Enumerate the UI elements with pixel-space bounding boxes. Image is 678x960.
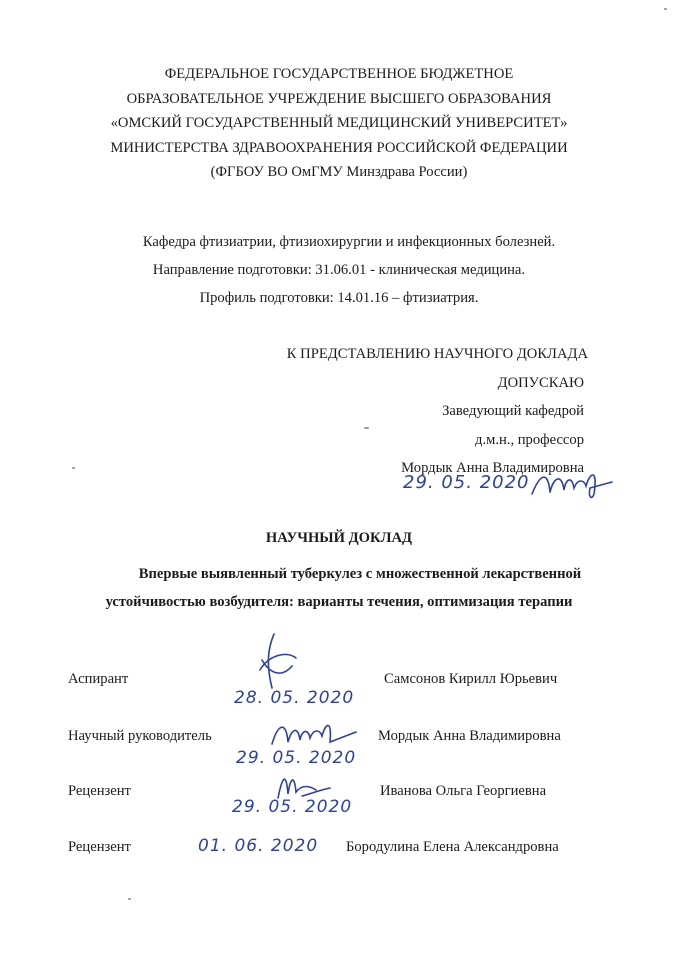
- signatory-name: Мордык Анна Владимировна: [378, 728, 561, 744]
- training-profile: Профиль подготовки: 14.01.16 – фтизиатрия.: [199, 290, 479, 306]
- header-line: (ФГБОУ ВО ОмГМУ Минздрава России): [210, 164, 468, 180]
- signatory-name: Бородулина Елена Александровна: [346, 839, 559, 855]
- signatory-handwritten-date: 29. 05. 2020: [236, 748, 357, 768]
- header-line: «ОМСКИЙ ГОСУДАРСТВЕННЫЙ МЕДИЦИНСКИЙ УНИВЕРСИТЕТ»: [110, 115, 568, 131]
- signatory-handwritten-date: 28. 05. 2020: [234, 688, 355, 708]
- subtitle-line: Впервые выявленный туберкулез с множественной лекарственной: [138, 566, 582, 582]
- approver-signature: [528, 464, 614, 504]
- approver-degree: д.м.н., профессор: [475, 431, 584, 448]
- signatory-name: Иванова Ольга Георгиевна: [380, 783, 547, 799]
- scan-speck: [128, 898, 131, 900]
- approval-heading: К ПРЕДСТАВЛЕНИЮ НАУЧНОГО ДОКЛАДА: [286, 346, 588, 362]
- signatory-handwritten-date: 01. 06. 2020: [198, 836, 319, 856]
- signatory-role: Рецензент: [68, 839, 131, 855]
- signatory-role: Рецензент: [68, 783, 131, 799]
- signatory-name: Самсонов Кирилл Юрьевич: [384, 671, 558, 687]
- department-name: Кафедра фтизиатрии, фтизиохирургии и инфекционных болезней.: [142, 234, 556, 250]
- scan-speck: [664, 8, 667, 10]
- scan-speck: [364, 427, 369, 429]
- scan-speck: [72, 467, 75, 469]
- header-line: ОБРАЗОВАТЕЛЬНОЕ УЧРЕЖДЕНИЕ ВЫСШЕГО ОБРАЗОВАНИЯ: [126, 90, 552, 107]
- department-block: [0, 228, 678, 312]
- signatory-role: Аспирант: [68, 671, 129, 687]
- header-line: МИНИСТЕРСТВА ЗДРАВООХРАНЕНИЯ РОССИЙСКОЙ ФЕДЕРАЦИИ: [110, 139, 568, 156]
- subtitle-line: устойчивостью возбудителя: варианты течения, оптимизация терапии: [105, 594, 573, 610]
- signatory-handwritten-date: 29. 05. 2020: [232, 797, 353, 817]
- approver-position: Заведующий кафедрой: [442, 403, 584, 419]
- institution-header: [0, 62, 678, 185]
- signatory-row: [68, 839, 608, 863]
- report-title: НАУЧНЫЙ ДОКЛАД: [265, 530, 413, 546]
- approval-admit: ДОПУСКАЮ: [497, 374, 584, 391]
- approver-name: Мордык Анна Владимировна: [401, 460, 584, 476]
- signatory-signature: [252, 630, 302, 694]
- header-line: ФЕДЕРАЛЬНОЕ ГОСУДАРСТВЕННОЕ БЮДЖЕТНОЕ: [164, 66, 514, 82]
- signatory-signature: [268, 716, 360, 750]
- training-direction: Направление подготовки: 31.06.01 - клиническая медицина.: [152, 262, 526, 278]
- signatory-role: Научный руководитель: [68, 728, 212, 744]
- approval-handwritten-date: 29. 05. 2020: [403, 472, 530, 493]
- approval-block: [286, 340, 588, 483]
- report-subtitle: [0, 560, 678, 616]
